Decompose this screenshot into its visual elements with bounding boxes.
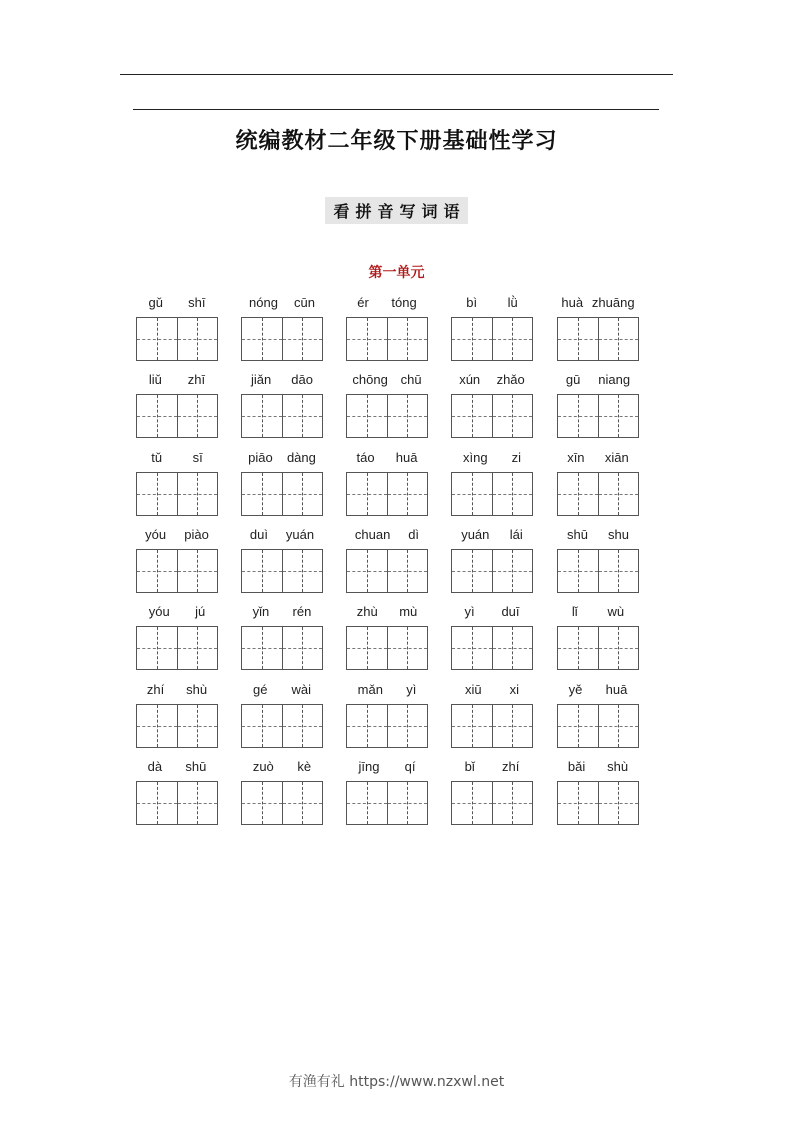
- character-cell[interactable]: [452, 318, 492, 360]
- word-item: [346, 450, 428, 516]
- pinyin-syllable: sī: [192, 449, 203, 465]
- pinyin-syllable: huà: [561, 295, 584, 310]
- pinyin-syllable: jú: [195, 604, 206, 620]
- pinyin-syllable: shu: [608, 526, 629, 542]
- character-cell[interactable]: [387, 782, 428, 824]
- pinyin: [346, 295, 428, 313]
- pinyin: [136, 682, 218, 700]
- tianzige-box[interactable]: [451, 549, 533, 593]
- pinyin-syllable: qí: [404, 758, 416, 774]
- pinyin-syllable: bǐ: [464, 758, 475, 774]
- character-cell[interactable]: [598, 705, 639, 747]
- character-cell[interactable]: [558, 627, 598, 669]
- word-item: [241, 604, 323, 670]
- pinyin-syllable: jiǎn: [251, 372, 272, 388]
- pinyin-syllable: mù: [399, 604, 418, 620]
- pinyin: [241, 682, 323, 700]
- word-item: [451, 527, 533, 593]
- character-cell[interactable]: [177, 705, 218, 747]
- pinyin: [346, 604, 428, 622]
- tianzige-box[interactable]: [241, 472, 323, 516]
- page-title: 统编教材二年级下册基础性学习: [235, 128, 558, 154]
- pinyin: [557, 527, 639, 545]
- pinyin-syllable: zhí: [502, 758, 520, 774]
- pinyin-syllable: lǐ: [571, 604, 578, 620]
- pinyin-syllable: yuán: [461, 526, 490, 542]
- character-cell[interactable]: [282, 395, 323, 437]
- pinyin-syllable: duī: [501, 604, 520, 620]
- tianzige-box[interactable]: [241, 781, 323, 825]
- tianzige-box[interactable]: [346, 704, 428, 748]
- pinyin: [451, 604, 533, 622]
- word-item: [557, 682, 639, 748]
- pinyin-syllable: piāo: [248, 449, 273, 465]
- character-cell[interactable]: [347, 627, 387, 669]
- pinyin-syllable: zi: [511, 449, 521, 465]
- pinyin-syllable: xiū: [464, 681, 482, 697]
- pinyin-syllable: bǎi: [567, 758, 586, 774]
- character-cell[interactable]: [242, 395, 282, 437]
- tianzige-box[interactable]: [136, 472, 218, 516]
- character-cell[interactable]: [282, 473, 323, 515]
- pinyin: [241, 604, 323, 622]
- pinyin-syllable: yì: [406, 681, 417, 697]
- character-cell[interactable]: [387, 627, 428, 669]
- word-item: [557, 372, 639, 438]
- pinyin: [346, 527, 428, 545]
- pinyin-syllable: zhù: [356, 604, 378, 620]
- character-cell[interactable]: [492, 318, 533, 360]
- pinyin-syllable: wài: [291, 681, 311, 697]
- pinyin: [557, 682, 639, 700]
- pinyin: [451, 759, 533, 777]
- character-cell[interactable]: [282, 705, 323, 747]
- word-item: [241, 682, 323, 748]
- tianzige-box[interactable]: [557, 394, 639, 438]
- character-cell[interactable]: [177, 318, 218, 360]
- character-cell[interactable]: [598, 782, 639, 824]
- pinyin: [346, 450, 428, 468]
- pinyin-syllable: zhī: [187, 372, 206, 388]
- pinyin-syllable: tǔ: [151, 449, 163, 465]
- character-cell[interactable]: [137, 473, 177, 515]
- character-cell[interactable]: [137, 550, 177, 592]
- pinyin: [346, 682, 428, 700]
- character-cell[interactable]: [558, 782, 598, 824]
- character-cell[interactable]: [558, 550, 598, 592]
- tianzige-box[interactable]: [136, 394, 218, 438]
- pinyin-syllable: chū: [400, 372, 422, 388]
- tianzige-box[interactable]: [241, 317, 323, 361]
- pinyin: [241, 527, 323, 545]
- character-cell[interactable]: [598, 550, 639, 592]
- tianzige-box[interactable]: [557, 317, 639, 361]
- pinyin-syllable: chuan: [354, 526, 391, 542]
- pinyin-syllable: xīn: [567, 449, 585, 465]
- character-cell[interactable]: [177, 550, 218, 592]
- pinyin-syllable: shū: [185, 758, 207, 774]
- pinyin-syllable: dì: [408, 526, 420, 542]
- pinyin-syllable: nóng: [249, 295, 278, 310]
- tianzige-box[interactable]: [136, 704, 218, 748]
- pinyin-syllable: jīng: [358, 758, 380, 774]
- tianzige-box[interactable]: [136, 626, 218, 670]
- pinyin-syllable: zhǎo: [496, 372, 525, 388]
- pinyin-syllable: ér: [357, 295, 369, 310]
- tianzige-box[interactable]: [451, 317, 533, 361]
- pinyin: [136, 372, 218, 390]
- word-item: [241, 527, 323, 593]
- pinyin: [451, 295, 533, 313]
- pinyin: [241, 759, 323, 777]
- pinyin: [557, 450, 639, 468]
- pinyin-syllable: cūn: [293, 295, 315, 310]
- tianzige-box[interactable]: [346, 317, 428, 361]
- tianzige-box[interactable]: [451, 704, 533, 748]
- pinyin-syllable: yóu: [145, 526, 167, 542]
- pinyin-syllable: mǎn: [357, 681, 383, 697]
- character-cell[interactable]: [558, 318, 598, 360]
- character-cell[interactable]: [282, 550, 323, 592]
- pinyin: [241, 372, 323, 390]
- tianzige-box[interactable]: [136, 549, 218, 593]
- pinyin-syllable: chōng: [352, 372, 388, 388]
- footer-watermark: 有渔有礼 https://www.nzxwl.net: [288, 1074, 505, 1090]
- word-item: [136, 295, 218, 361]
- character-cell[interactable]: [598, 627, 639, 669]
- tianzige-box[interactable]: [241, 394, 323, 438]
- word-item: [557, 759, 639, 825]
- word-item: [451, 604, 533, 670]
- character-cell[interactable]: [242, 705, 282, 747]
- pinyin-syllable: lái: [509, 526, 523, 542]
- pinyin-syllable: dāo: [291, 372, 313, 388]
- pinyin-syllable: wù: [607, 604, 625, 620]
- word-item: [346, 682, 428, 748]
- tianzige-box[interactable]: [451, 394, 533, 438]
- word-item: [346, 295, 428, 361]
- character-cell[interactable]: [492, 627, 533, 669]
- word-item: [451, 295, 533, 361]
- character-cell[interactable]: [137, 395, 177, 437]
- character-cell[interactable]: [137, 705, 177, 747]
- character-cell[interactable]: [387, 318, 428, 360]
- pinyin-syllable: zhí: [146, 681, 165, 697]
- pinyin-syllable: xi: [509, 681, 519, 697]
- word-item: [451, 450, 533, 516]
- tianzige-box[interactable]: [346, 472, 428, 516]
- character-cell[interactable]: [242, 627, 282, 669]
- word-item: [136, 527, 218, 593]
- header-rule-top: [120, 74, 673, 75]
- character-cell[interactable]: [347, 318, 387, 360]
- pinyin-syllable: dàng: [286, 449, 316, 465]
- word-item: [451, 372, 533, 438]
- pinyin-syllable: yuán: [285, 526, 315, 542]
- word-item: [241, 372, 323, 438]
- character-cell[interactable]: [452, 473, 492, 515]
- pinyin-syllable: gū: [565, 372, 581, 388]
- tianzige-box[interactable]: [136, 317, 218, 361]
- word-item: [241, 295, 323, 361]
- character-cell[interactable]: [347, 550, 387, 592]
- character-cell[interactable]: [242, 318, 282, 360]
- section-title: 看拼音写词语: [325, 197, 467, 224]
- tianzige-box[interactable]: [451, 781, 533, 825]
- pinyin-syllable: yǐn: [252, 604, 270, 620]
- word-item: [557, 295, 639, 361]
- character-cell[interactable]: [242, 473, 282, 515]
- character-cell[interactable]: [452, 705, 492, 747]
- pinyin-syllable: bì: [466, 295, 478, 310]
- character-cell[interactable]: [598, 473, 639, 515]
- word-item: [451, 682, 533, 748]
- character-cell[interactable]: [598, 318, 639, 360]
- tianzige-box[interactable]: [451, 626, 533, 670]
- tianzige-box[interactable]: [557, 549, 639, 593]
- header-rule-bottom: [133, 109, 659, 110]
- tianzige-box[interactable]: [241, 626, 323, 670]
- pinyin: [451, 527, 533, 545]
- character-cell[interactable]: [492, 395, 533, 437]
- character-cell[interactable]: [177, 782, 218, 824]
- pinyin: [136, 527, 218, 545]
- pinyin-syllable: shū: [567, 526, 588, 542]
- pinyin-syllable: yóu: [148, 604, 170, 620]
- word-item: [557, 527, 639, 593]
- unit-heading: 第一单元: [368, 265, 425, 281]
- character-cell[interactable]: [387, 473, 428, 515]
- pinyin-syllable: piào: [184, 526, 209, 542]
- character-cell[interactable]: [387, 550, 428, 592]
- character-cell[interactable]: [492, 782, 533, 824]
- tianzige-box[interactable]: [346, 626, 428, 670]
- word-item: [136, 604, 218, 670]
- pinyin-syllable: shù: [607, 758, 629, 774]
- character-cell[interactable]: [452, 395, 492, 437]
- word-item: [346, 527, 428, 593]
- word-item: [136, 682, 218, 748]
- character-cell[interactable]: [242, 550, 282, 592]
- word-item: [136, 450, 218, 516]
- word-item: [241, 759, 323, 825]
- character-cell[interactable]: [282, 627, 323, 669]
- word-item: [557, 450, 639, 516]
- tianzige-box[interactable]: [346, 549, 428, 593]
- pinyin-syllable: shù: [186, 681, 208, 697]
- word-item: [346, 759, 428, 825]
- pinyin-syllable: tóng: [391, 295, 417, 310]
- pinyin-syllable: gǔ: [148, 295, 164, 310]
- pinyin-syllable: zhuāng: [591, 295, 635, 310]
- tianzige-box[interactable]: [557, 704, 639, 748]
- word-item: [451, 759, 533, 825]
- pinyin: [241, 450, 323, 468]
- pinyin: [346, 372, 428, 390]
- pinyin-syllable: yě: [568, 681, 583, 697]
- character-cell[interactable]: [452, 627, 492, 669]
- character-cell[interactable]: [452, 550, 492, 592]
- pinyin-syllable: duì: [249, 526, 268, 542]
- character-cell[interactable]: [558, 395, 598, 437]
- pinyin: [557, 759, 639, 777]
- tianzige-box[interactable]: [241, 549, 323, 593]
- pinyin-syllable: rén: [292, 604, 312, 620]
- character-cell[interactable]: [387, 705, 428, 747]
- character-cell[interactable]: [282, 318, 323, 360]
- character-cell[interactable]: [598, 395, 639, 437]
- pinyin-syllable: huā: [605, 681, 628, 697]
- character-cell[interactable]: [347, 782, 387, 824]
- tianzige-box[interactable]: [557, 472, 639, 516]
- character-cell[interactable]: [347, 705, 387, 747]
- pinyin: [241, 295, 323, 313]
- character-cell[interactable]: [387, 395, 428, 437]
- pinyin-syllable: niang: [598, 372, 631, 388]
- pinyin: [136, 604, 218, 622]
- pinyin: [451, 682, 533, 700]
- pinyin-syllable: xìng: [463, 449, 488, 465]
- character-cell[interactable]: [137, 318, 177, 360]
- word-item: [136, 372, 218, 438]
- character-cell[interactable]: [177, 473, 218, 515]
- tianzige-box[interactable]: [557, 781, 639, 825]
- tianzige-box[interactable]: [241, 704, 323, 748]
- tianzige-box[interactable]: [451, 472, 533, 516]
- character-cell[interactable]: [282, 782, 323, 824]
- word-item: [136, 759, 218, 825]
- character-cell[interactable]: [137, 627, 177, 669]
- pinyin: [136, 759, 218, 777]
- pinyin-syllable: yì: [464, 604, 475, 620]
- tianzige-box[interactable]: [346, 781, 428, 825]
- character-cell[interactable]: [492, 705, 533, 747]
- tianzige-box[interactable]: [557, 626, 639, 670]
- character-cell[interactable]: [347, 473, 387, 515]
- pinyin-syllable: táo: [356, 449, 375, 465]
- tianzige-box[interactable]: [346, 394, 428, 438]
- pinyin-syllable: lǜ: [507, 295, 518, 310]
- pinyin-syllable: shī: [188, 295, 206, 310]
- pinyin: [557, 295, 639, 313]
- character-cell[interactable]: [347, 395, 387, 437]
- character-cell[interactable]: [558, 473, 598, 515]
- pinyin-syllable: zuò: [252, 758, 274, 774]
- word-item: [346, 372, 428, 438]
- character-cell[interactable]: [177, 627, 218, 669]
- character-cell[interactable]: [558, 705, 598, 747]
- pinyin-syllable: liǔ: [148, 372, 162, 388]
- pinyin-syllable: xiān: [604, 449, 629, 465]
- pinyin-syllable: huā: [395, 449, 418, 465]
- character-cell[interactable]: [177, 395, 218, 437]
- pinyin: [557, 604, 639, 622]
- tianzige-box[interactable]: [136, 781, 218, 825]
- pinyin: [451, 450, 533, 468]
- character-cell[interactable]: [452, 782, 492, 824]
- word-item: [346, 604, 428, 670]
- pinyin: [136, 450, 218, 468]
- pinyin-syllable: dà: [147, 758, 163, 774]
- character-cell[interactable]: [137, 782, 177, 824]
- pinyin: [346, 759, 428, 777]
- pinyin: [136, 295, 218, 313]
- character-cell[interactable]: [492, 473, 533, 515]
- pinyin-syllable: gé: [253, 681, 268, 697]
- word-item: [557, 604, 639, 670]
- pinyin-syllable: xún: [459, 372, 481, 388]
- word-item: [241, 450, 323, 516]
- pinyin-syllable: kè: [297, 758, 312, 774]
- pinyin: [451, 372, 533, 390]
- character-cell[interactable]: [492, 550, 533, 592]
- pinyin: [557, 372, 639, 390]
- character-cell[interactable]: [242, 782, 282, 824]
